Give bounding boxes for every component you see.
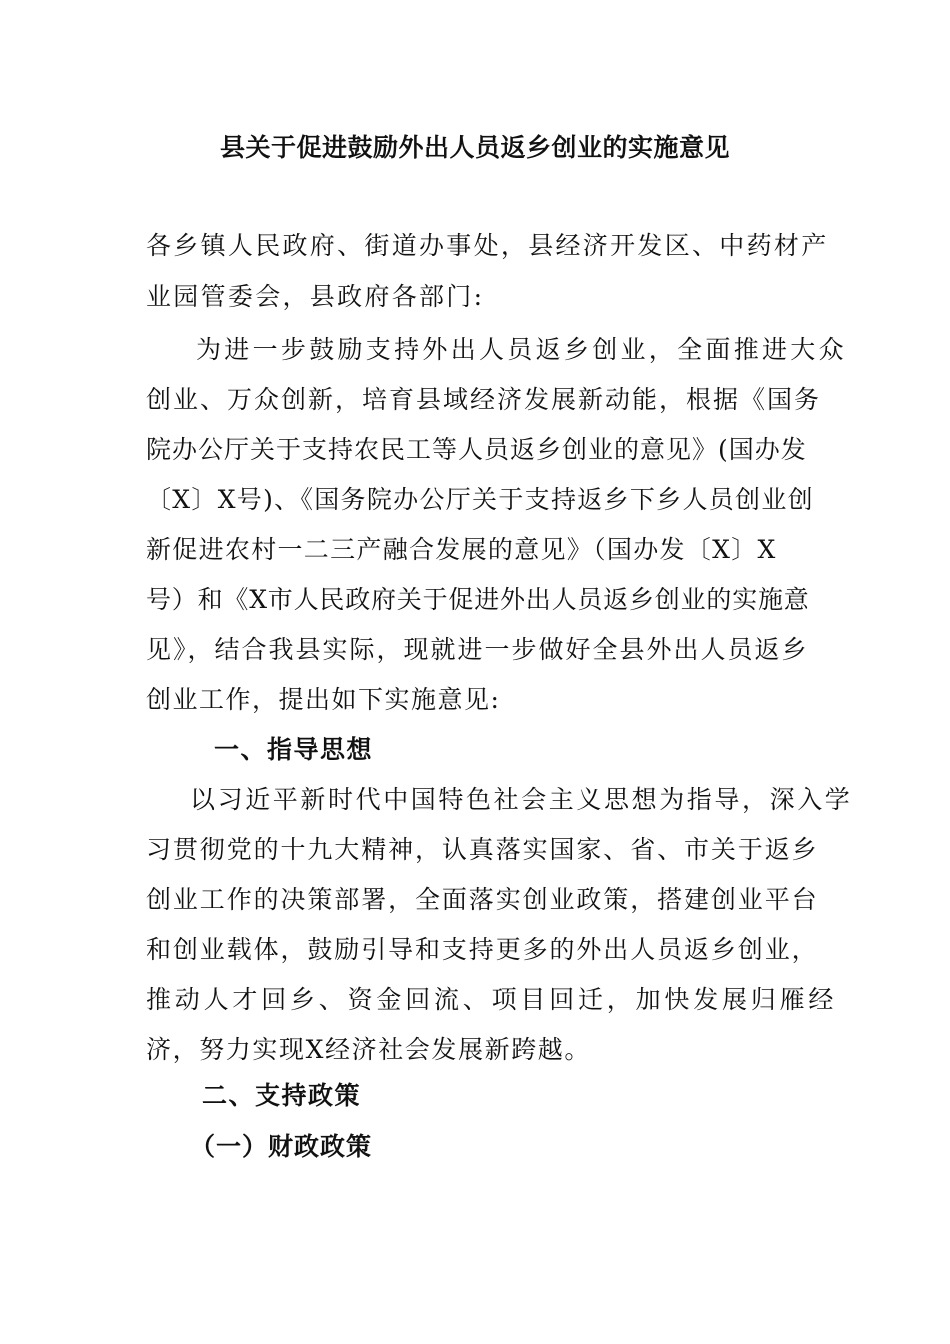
intro-line: 号）和《X市人民政府关于促进外出人员返乡创业的实施意 (146, 585, 810, 614)
intro-line: 院办公厅关于支持农民工等人员返乡创业的意见》(国办发 (146, 435, 807, 464)
section-line: 以习近平新时代中国特色社会主义思想为指导，深入学 (190, 785, 853, 814)
section-heading: 一、指导思想 (214, 735, 374, 764)
section-line: 和创业载体，鼓励引导和支持更多的外出人员返乡创业， (146, 935, 819, 964)
intro-line: 创业、万众创新，培育县域经济发展新动能，根据《国务 (146, 385, 822, 414)
subsection-heading: （一）财政政策 (190, 1132, 373, 1161)
addressee-line: 各乡镇人民政府、街道办事处，县经济开发区、中药材产 (146, 231, 829, 260)
intro-line: 新促进农村一二三产融合发展的意见》（国办发〔X〕X (146, 535, 777, 564)
section-heading: 二、支持政策 (202, 1081, 362, 1110)
section-line: 创业工作的决策部署，全面落实创业政策，搭建创业平台 (146, 885, 819, 914)
addressee-line: 业园管委会，县政府各部门: (146, 282, 485, 311)
intro-line: 见》，结合我县实际，现就进一步做好全县外出人员返乡 (146, 635, 809, 664)
section-line: 习贯彻党的十九大精神，认真落实国家、省、市关于返乡 (146, 835, 819, 864)
section-line: 济，努力实现X经济社会发展新跨越。 (146, 1035, 591, 1064)
intro-line: 〔X〕X号)、《国务院办公厅关于支持返乡下乡人员创业创 (146, 485, 814, 514)
section-line: 推动人才回乡、资金回流、项目回迁，加快发展归雁经 (146, 985, 838, 1014)
intro-line: 创业工作，提出如下实施意见: (146, 685, 501, 714)
intro-line: 为进一步鼓励支持外出人员返乡创业，全面推进大众 (196, 335, 847, 364)
document-title: 县关于促进鼓励外出人员返乡创业的实施意见 (219, 133, 730, 162)
